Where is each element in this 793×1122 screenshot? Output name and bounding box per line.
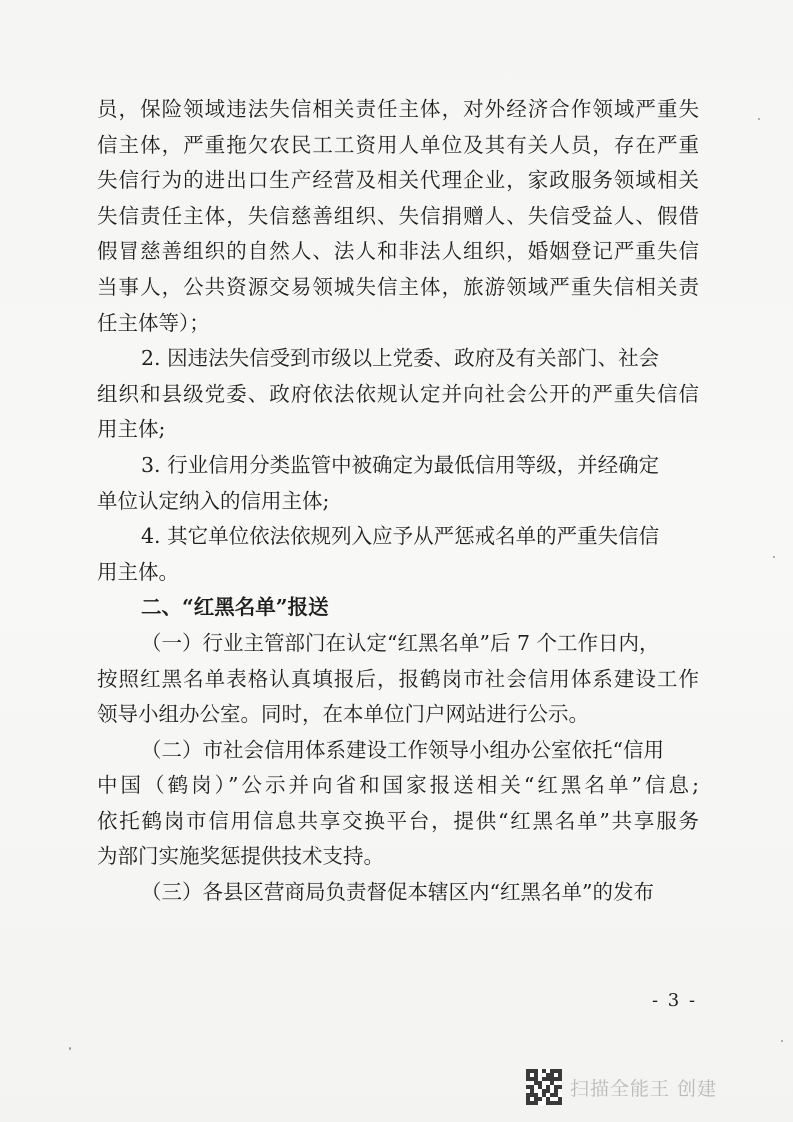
text-line: 失信行为的进出口生产经营及相关代理企业，家政服务领域相关: [97, 168, 699, 193]
text-line: 用主体;: [97, 417, 166, 442]
text-line: 领导小组办公室。同时，在本单位门户网站进行公示。: [97, 702, 589, 727]
scan-speck: [773, 556, 775, 558]
scanner-watermark: [526, 1068, 717, 1106]
text-line: 2. 因违法失信受到市级以上党委、政府及有关部门、社会: [141, 346, 660, 371]
text-line: 3. 行业信用分类监管中被确定为最低信用等级，并经确定: [141, 452, 660, 477]
text-line: 组织和县级党委、政府依法依规认定并向社会公开的严重失信信: [97, 381, 699, 406]
text-line: 按照红黑名单表格认真填报后，报鹤岗市社会信用体系建设工作: [97, 666, 699, 691]
text-line: （三）各县区营商局负责督促本辖区内“红黑名单”的发布: [141, 880, 654, 905]
text-line: 假冒慈善组织的自然人、法人和非法人组织，婚姻登记严重失信: [97, 239, 699, 264]
qr-code-icon: [526, 1069, 562, 1105]
text-line: （二）市社会信用体系建设工作领导小组办公室依托“信用: [141, 737, 664, 762]
text-line: 当事人，公共资源交易领城失信主体，旅游领域严重失信相关责: [97, 274, 699, 299]
watermark-text: 扫描全能王 创建: [570, 1077, 718, 1100]
text-line: 用主体。: [97, 559, 179, 584]
scan-speck: [781, 1040, 783, 1042]
text-line: 信主体，严重拖欠农民工工资用人单位及其有关人员，存在严重: [97, 132, 699, 157]
text-line: 4. 其它单位依法依规列入应予从严惩戒名单的严重失信信: [141, 524, 660, 549]
scan-speck: [758, 118, 760, 120]
text-line: 为部门实施奖惩提供技术支持。: [97, 844, 384, 869]
section-heading: 二、“红黑名单”报送: [141, 595, 329, 620]
text-line: 任主体等）；: [97, 310, 210, 335]
text-line: 失信责任主体，失信慈善组织、失信捐赠人、失信受益人、假借: [97, 203, 699, 228]
page-number: - 3 -: [652, 990, 698, 1011]
document-body: [97, 92, 699, 911]
text-line: 中国（鹤岗）”公示并向省和国家报送相关“红黑名单”信息;: [97, 773, 699, 798]
text-line: （一）行业主管部门在认定“红黑名单”后 7 个工作日内，: [141, 630, 660, 655]
scan-speck: [69, 1047, 71, 1050]
text-line: 员，保险领域违法失信相关责任主体，对外经济合作领域严重失: [97, 97, 699, 121]
text-line: 单位认定纳入的信用主体;: [97, 488, 330, 513]
text-line: 依托鹤岗市信用信息共享交换平台，提供“红黑名单”共享服务: [97, 808, 699, 833]
